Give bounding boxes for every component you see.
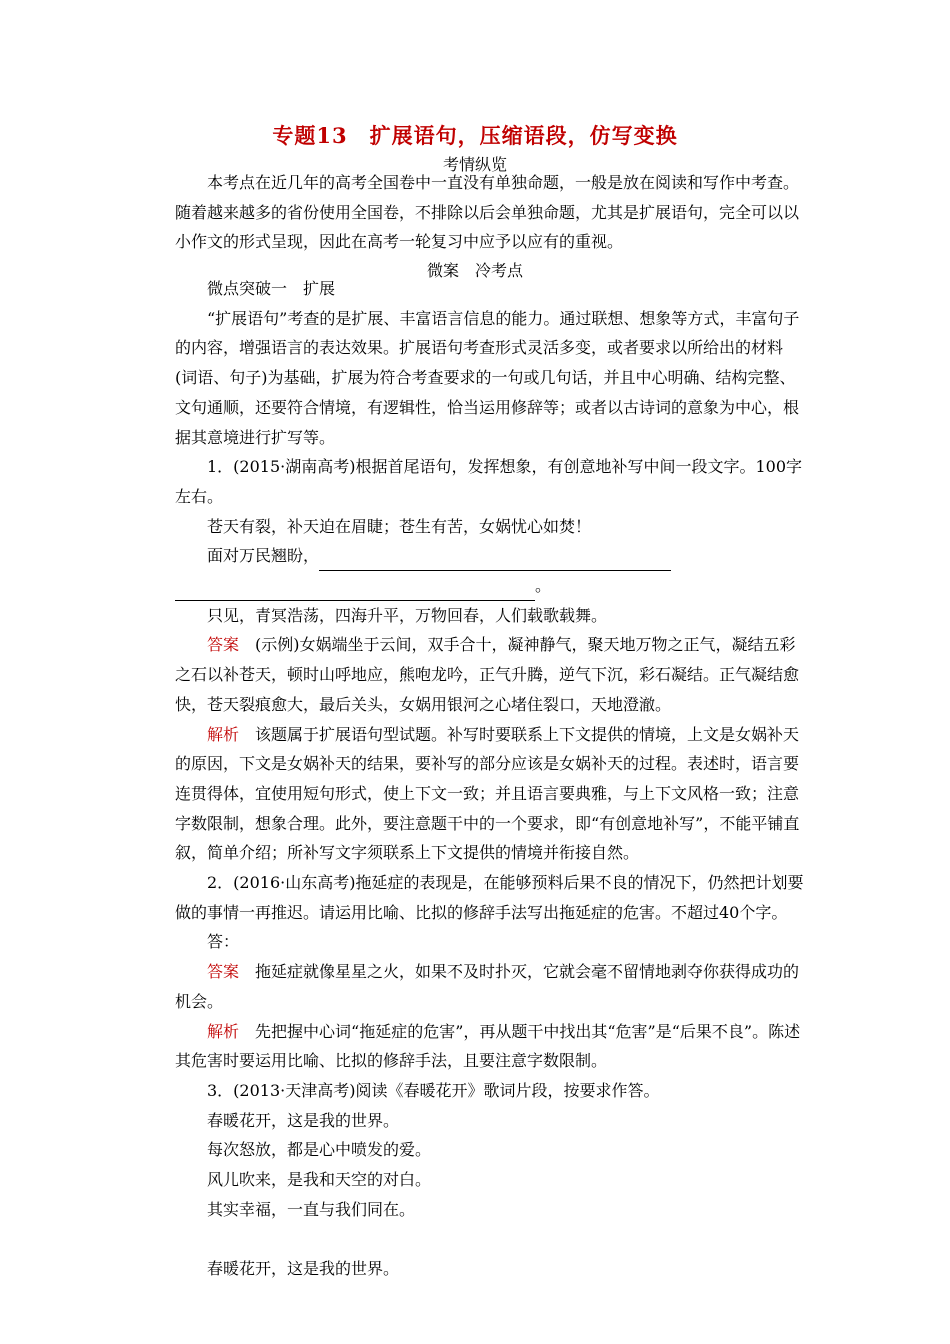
analysis-2-text: 先把握中心词“拖延症的危害”，再从题干中找出其“危害”是“后果不良”。陈述其危害时要运用比喻、比拟的修辞手法，且要注意字数限制。 (175, 1021, 801, 1071)
analysis-label: 解析 (207, 1021, 240, 1041)
lyric-line-repeat: 春暖花开，这是我的世界。 (207, 1259, 400, 1279)
q1-period: 。 (535, 576, 552, 596)
analysis-2 (175, 1017, 805, 1076)
q1-opening-line: 苍天有裂，补天迫在眉睫；苍生有苦，女娲忧心如焚！ (207, 516, 592, 536)
analysis-1 (175, 720, 805, 869)
q1-fill-prefix: 面对万民翘盼， (207, 546, 320, 566)
answer-1 (175, 630, 805, 719)
lyric-line: 风儿吹来，是我和天空的对白。 (207, 1170, 432, 1190)
q2-answer-prompt: 答： (207, 932, 240, 952)
description-paragraph: “扩展语句”考查的是扩展、丰富语言信息的能力。通过联想、想象等方式，丰富句子的内容，增强语言的表达效果。扩展语句考查形式灵活多变，或者要求以所给出的材料(词语、句子)为基础，扩展为符合考查要求的一句或几句话，并且中心明确、结构完整、文句通顺，还要符合情境，有逻辑性，恰当运用修辞等；或者以古诗词的意象为中心，根据其意境进行扩写等。 (175, 308, 800, 447)
analysis-label: 解析 (207, 724, 240, 744)
analysis-1-text: 该题属于扩展语句型试题。补写时要联系上下文提供的情境，上文是女娲补天的原因，下文是女娲补天的结果，要补写的部分应该是女娲补天的过程。表述时，语言要连贯得体，宜使用短句形式，使上下文一致；并且语言要典雅，与上下文风格一致；注意字数限制，想象合理。此外，要注意题干中的一个要求，即“有创意地补写”，不能平铺直叙，简单介绍；所补写文字须联系上下文提供的情境并衔接自然。 (175, 724, 800, 863)
question-1: 1．(2015·湖南高考)根据首尾语句，发挥想象，有创意地补写中间一段文字。100字左右。 (175, 457, 803, 506)
lyric-line: 每次怒放，都是心中喷发的爱。 (207, 1140, 432, 1160)
question-2: 2．(2016·山东高考)拖延症的表现是，在能够预料后果不良的情况下，仍然把计划要做的事情一再推迟。请运用比喻、比拟的修辞手法写出拖延症的危害。不超过40个字。 (175, 873, 804, 922)
answer-1-text: (示例)女娲端坐于云间，双手合十，凝神静气，聚天地万物之正气，凝结五彩之石以补苍天，顿时山呼地应，熊咆龙吟，正气升腾，逆气下沉，彩石凝结。正气凝结愈快，苍天裂痕愈大，最后关头，女娲用银河之心堵住裂口，天地澄澈。 (175, 635, 800, 714)
subheading-expand: 微点突破一 扩展 (207, 279, 336, 298)
q1-closing-line: 只见，青冥浩荡，四海升平，万物回春，人们载歌载舞。 (207, 605, 608, 625)
section-heading-overview: 考情纵览 (442, 155, 507, 174)
lyric-line: 其实幸福，一直与我们同在。 (207, 1199, 416, 1219)
document-title: 专题13 扩展语句，压缩语段，仿写变换 (272, 123, 678, 148)
answer-2 (175, 957, 805, 1016)
q1-blank-1[interactable] (319, 552, 671, 571)
answer-2-text: 拖延症就像星星之火，如果不及时扑灭，它就会毫不留情地剥夺你获得成功的机会。 (175, 962, 800, 1011)
answer-label: 答案 (207, 962, 240, 982)
intro-block (175, 168, 805, 257)
main-block (175, 274, 805, 1284)
answer-label: 答案 (207, 635, 240, 655)
q1-fill-line-2 (175, 571, 805, 601)
q1-fill-line (175, 541, 805, 571)
intro-paragraph: 本考点在近几年的高考全国卷中一直没有单独命题，一般是放在阅读和写作中考查。随着越来越多的省份使用全国卷，不排除以后会单独命题，尤其是扩展语句，完全可以以小作文的形式呈现，因此在高考一轮复习中应予以应有的重视。 (175, 173, 800, 252)
question-3: 3．(2013·天津高考)阅读《春暖花开》歌词片段，按要求作答。 (207, 1080, 660, 1100)
q1-blank-2[interactable] (175, 582, 535, 601)
section-heading-cold-points: 微案 冷考点 (426, 261, 523, 280)
lyric-line: 春暖花开，这是我的世界。 (207, 1110, 400, 1130)
